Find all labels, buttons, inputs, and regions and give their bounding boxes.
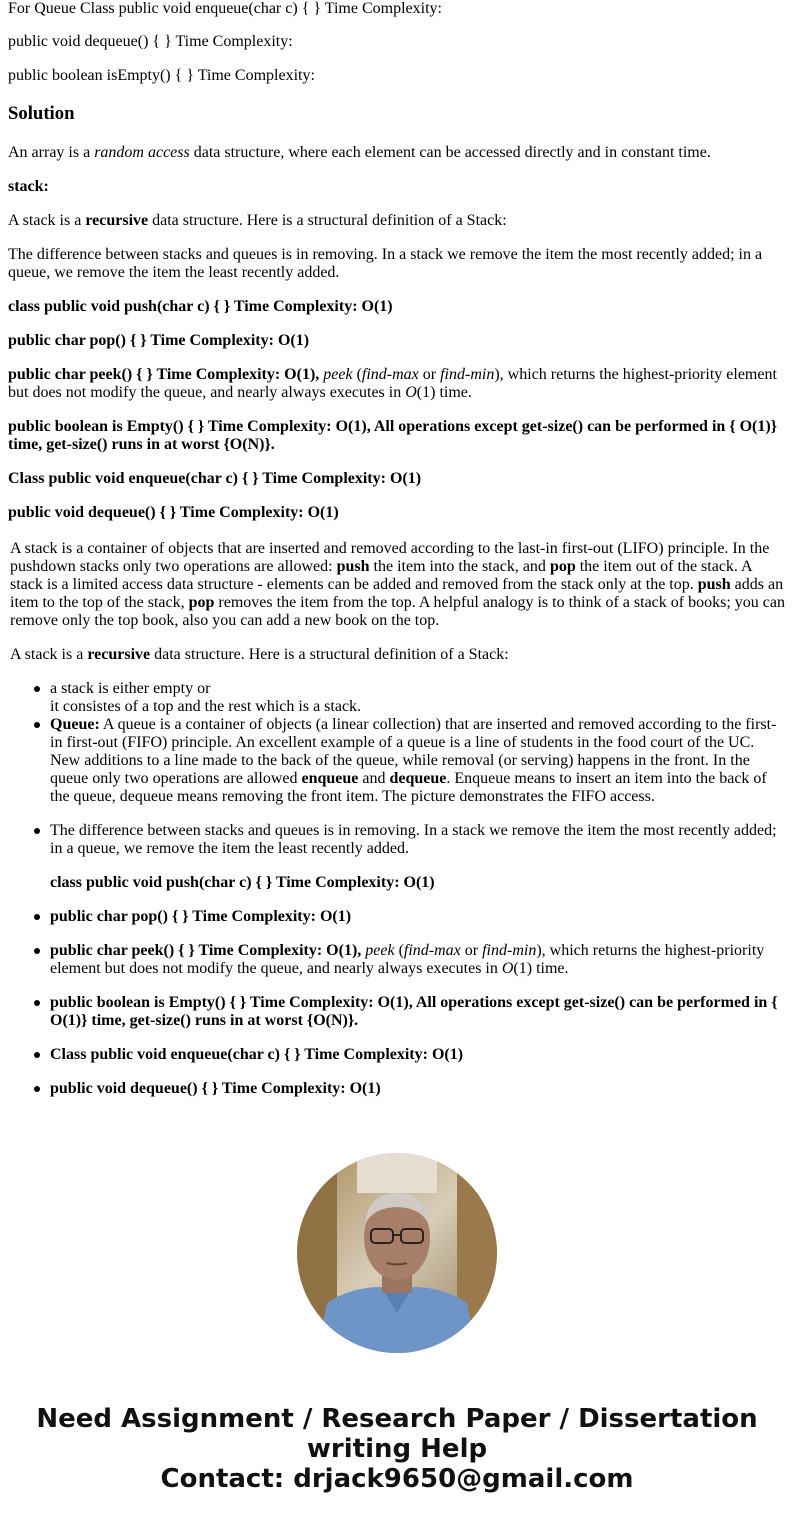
- lifo-paragraph: A stack is a container of objects that are inserted and removed according to the last-in first-out (LIFO) principle. In the pushdown stacks only two operations are allowed: push the item into the stack, and pop the item out of the stack. A stack is a limited access data structure - elements can be added and removed from the stack only at the top. push adds an item to the top of the stack, pop removes the item from the top. A helpful analogy is to think of a stack of books; you can remove only the top book, also you can add a new book on the top.: [10, 540, 785, 629]
- dequeue-complexity-2: public void dequeue() { } Time Complexity: O(1): [50, 1080, 381, 1097]
- footer-line-2: writing Help: [306, 1434, 488, 1464]
- pop-complexity: public char pop() { } Time Complexity: O(1): [8, 332, 310, 349]
- bullet: [34, 914, 40, 920]
- stack-queue-difference: The difference between stacks and queues is in removing. In a stack we remove the item the most recently added; in a queue, we remove the item the least recently added.: [8, 246, 763, 281]
- stack-label: stack:: [8, 178, 49, 195]
- portrait-image: [297, 1153, 497, 1353]
- list-item-queue: Queue: A queue is a container of objects (a linear collection) that are inserted and removed according to the first-in first-out (FIFO) principle. An excellent example of a queue is a line of students in the food court of the UC. New additions to a line made to the back of the queue, while removal (or serving) happens in the front. In the queue only two operations are allowed enqueue and dequeue. Enqueue means to insert an item into the back of the queue, dequeue means removing the front item. The picture demonstrates the FIFO access.: [50, 716, 777, 805]
- isempty-complexity-2: public boolean is Empty() { } Time Complexity: O(1), All operations except get-size() can be performed in { O(1)} time, get-size() runs in at worst {O(N)}.: [50, 994, 778, 1029]
- list-item-difference: The difference between stacks and queues is in removing. In a stack we remove the item the most recently added; in a queue, we remove the item the least recently added.: [50, 822, 777, 857]
- question-dequeue: public void dequeue() { } Time Complexity:: [8, 33, 293, 50]
- question-enqueue: For Queue Class public void enqueue(char c) { } Time Complexity:: [8, 0, 442, 17]
- author-avatar: [297, 1153, 497, 1353]
- list-item-stack-def: a stack is either empty or it consistes of a top and the rest which is a stack.: [50, 680, 362, 715]
- bullet: [34, 722, 40, 728]
- bullet: [34, 948, 40, 954]
- peek-complexity-2: public char peek() { } Time Complexity: O(1), peek (find-max or find-min), which returns the highest-priority element but does not modify the queue, and nearly always executes in O(1) time.: [50, 942, 765, 977]
- enqueue-complexity-2: Class public void enqueue(char c) { } Time Complexity: O(1): [50, 1046, 464, 1063]
- stack-recursive-2: A stack is a recursive data structure. Here is a structural definition of a Stack:: [10, 646, 509, 663]
- push-complexity: class public void push(char c) { } Time Complexity: O(1): [8, 298, 393, 315]
- stack-recursive: A stack is a recursive data structure. Here is a structural definition of a Stack:: [8, 212, 507, 229]
- enqueue-complexity: Class public void enqueue(char c) { } Time Complexity: O(1): [8, 470, 422, 487]
- question-isempty: public boolean isEmpty() { } Time Complexity:: [8, 67, 315, 84]
- push-complexity-2: class public void push(char c) { } Time Complexity: O(1): [50, 874, 435, 891]
- footer-contact: Contact: drjack9650@gmail.com: [160, 1464, 634, 1494]
- bullet: [34, 1000, 40, 1006]
- peek-complexity: public char peek() { } Time Complexity: O(1), peek (find-max or find-min), which returns the highest-priority element but does not modify the queue, and nearly always executes in O(1) time.: [8, 366, 777, 401]
- bullet: [34, 1052, 40, 1058]
- bullet: [34, 828, 40, 834]
- bullet: [34, 1086, 40, 1092]
- array-definition: An array is a random access data structure, where each element can be accessed directly and in constant time.: [8, 144, 711, 161]
- bullet: [34, 686, 40, 692]
- pop-complexity-2: public char pop() { } Time Complexity: O(1): [50, 908, 352, 925]
- dequeue-complexity: public void dequeue() { } Time Complexity: O(1): [8, 504, 339, 521]
- footer-line-1: Need Assignment / Research Paper / Dissertation: [36, 1404, 758, 1434]
- isempty-complexity: public boolean is Empty() { } Time Complexity: O(1), All operations except get-size() can be performed in { O(1)} time, get-size() runs in at worst {O(N)}.: [8, 418, 777, 453]
- solution-heading: Solution: [8, 103, 75, 124]
